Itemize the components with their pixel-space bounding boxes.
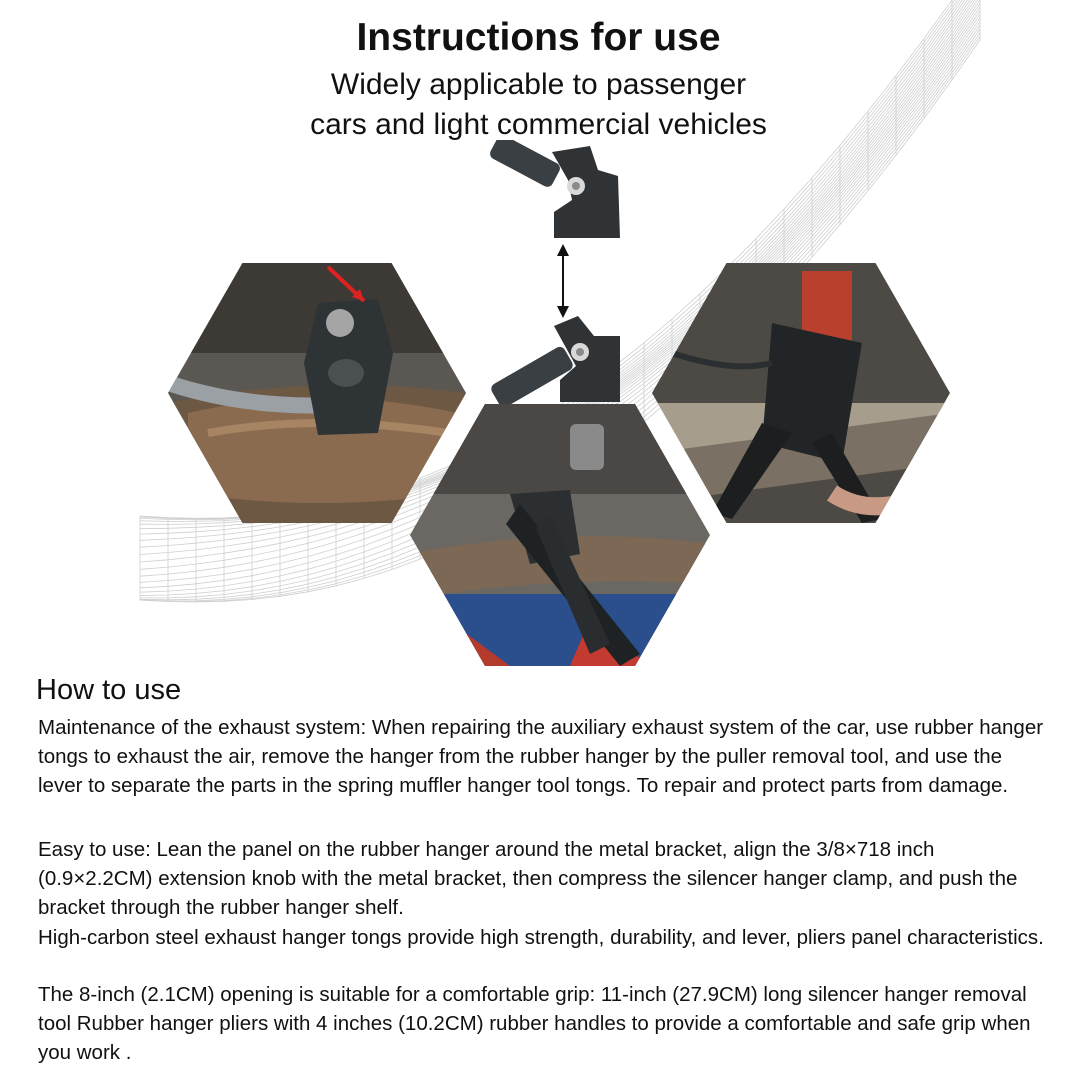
how-to-use-heading: How to use bbox=[36, 674, 182, 706]
paragraph-high-carbon-steel: High-carbon steel exhaust hanger tongs provide high strength, durability, and lever, pliers panel characteristics. bbox=[38, 926, 1044, 949]
tool-jaw-icon bbox=[480, 140, 630, 410]
paragraph-maintenance: Maintenance of the exhaust system: When repairing the auxiliary exhaust system of the car, use rubber hanger tongs to exhaust the air, remove the hanger from the rubber hanger by the puller removal tool, and use the lever to separate the parts in the spring muffler hanger tool tongs. To repair and protect parts from damage. bbox=[38, 716, 1044, 797]
tool-jaw-detail-illustration bbox=[480, 140, 630, 410]
subtitle-line-1: Widely applicable to passenger bbox=[330, 68, 747, 101]
subtitle-line-2: cars and light commercial vehicles bbox=[310, 108, 767, 141]
paragraph-opening-grip: The 8-inch (2.1CM) opening is suitable for a comfortable grip: 11-inch (27.9CM) long silencer hanger removal tool Rubber hanger pliers with 4 inches (10.2CM) rubber handles to provide a comfortable and safe grip when you work . bbox=[38, 983, 1031, 1064]
paragraph-easy-to-use: Easy to use: Lean the panel on the rubber hanger around the metal bracket, align the 3/8×718 inch (0.9×2.2CM) extension knob with the metal bracket, then compress the silencer hanger clamp, and push the bracket through the rubber hanger shelf. bbox=[38, 838, 1018, 919]
page-title: Instructions for use bbox=[356, 16, 721, 59]
